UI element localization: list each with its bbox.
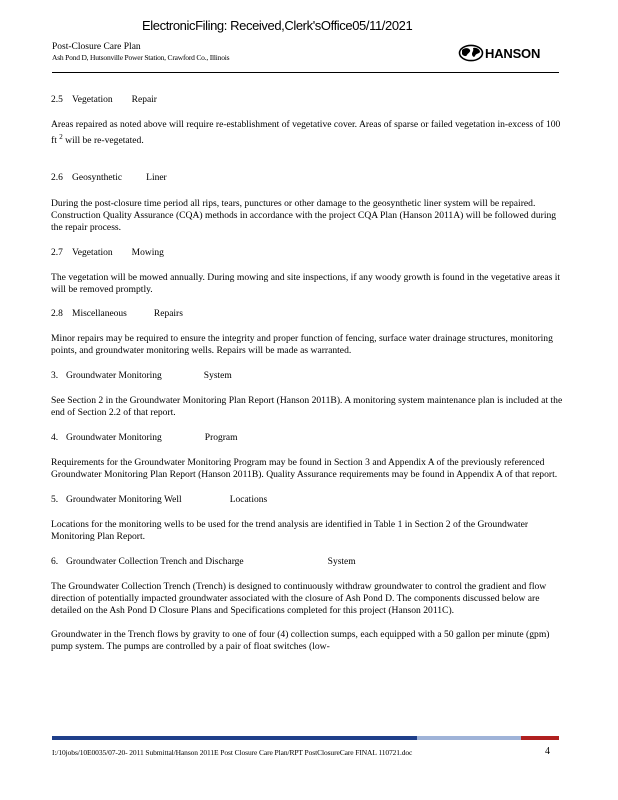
section-word: System [327,557,356,568]
section-word: Locations [229,495,268,506]
section-word: Repairs [153,309,183,320]
section-word: Groundwater Monitoring [66,433,162,444]
section-number: 3. [51,371,59,382]
section-paragraph: See Section 2 in the Groundwater Monitoring Plan Report (Hanson 2011B). A monitoring system maintenance plan is included at the end of Section 2.2 of that report. [51,395,563,419]
section-heading [51,171,563,185]
hanson-logo [458,42,554,64]
section-word: Vegetation [72,95,113,105]
section-number: 6. [51,557,59,568]
header-title: Post-Closure Care Plan [52,42,141,52]
section-heading [51,431,563,445]
section-word: Liner [146,173,167,184]
filing-stamp: ElectronicFiling: Received,Clerk'sOffice05/11/2021 [142,18,413,33]
footer-bar-light [417,736,521,740]
section-paragraph: During the post-closure time period all rips, tears, punctures or other damage to the geosynthetic liner system will be repaired. Construction Quality Assurance (CQA) methods in accordance with the project CQA Plan (Hanson 2011A) will be followed during the repair process. [51,198,557,234]
superscript: 2 [59,133,63,141]
section-word: Mowing [131,248,164,259]
section-number: 2.8 [51,309,63,320]
section-heading [51,493,563,507]
section-heading [51,93,563,107]
section-word: System [203,371,232,382]
footer-bar-dark [52,736,417,740]
section-heading [51,307,563,321]
section-heading [51,246,563,260]
section-word: Miscellaneous [72,309,127,320]
section-word: Groundwater Monitoring Well [66,495,182,506]
section-word: Vegetation [72,248,113,259]
section-paragraph: The vegetation will be mowed annually. During mowing and site inspections, if any woody growth is found in the vegetative areas it will be removed promptly. [51,272,561,296]
section-number: 2.5 [51,95,63,105]
footer-bar-red [521,736,559,740]
section-number: 2.7 [51,248,63,259]
section-paragraph: Groundwater in the Trench flows by gravity to one of four (4) collection sumps, each equipped with a 50 gallon per minute (gpm) pump system. The pumps are controlled by a pair of float switches (low- [51,629,550,653]
logo-text: HANSON [485,45,541,61]
section-paragraph: The Groundwater Collection Trench (Trench) is designed to continuously withdraw groundwater to control the gradient and flow direction of potentially impacted groundwater associated with the closure of Ash Pond D. The components discussed below are detailed on the Ash Pond D Closure Plans and Specifications completed for this project (Hanson 2011C). [51,581,547,617]
header-rule [52,72,559,73]
section-paragraph: Areas repaired as noted above will require re-establishment of vegetative cover. Areas of sparse or failed vegetation in-excess of 100 ft $^2$ will be re-vegetated. [51,119,561,147]
section-word: Groundwater Monitoring [66,371,162,382]
section-word: Groundwater Collection Trench and Discharge [66,557,244,568]
section-word: Program [204,433,238,444]
section-paragraph: Minor repairs may be required to ensure the integrity and proper function of fencing, surface water drainage structures, monitoring points, and groundwater monitoring wells. Repairs will be made as warranted. [51,333,553,357]
section-word: Repair [131,95,157,105]
section-paragraph: Locations for the monitoring wells to be used for the trend analysis are identified in Table 1 in Section 2 of the Groundwater Monitoring Plan Report. [51,519,529,543]
section-number: 4. [51,433,59,444]
page-number: 4 [545,746,550,757]
section-number: 2.6 [51,173,63,184]
section-heading [51,555,563,569]
globe-icon [458,44,484,62]
header-subtitle: Ash Pond D, Hutsonville Power Station, Crawford Co., Illinois [52,53,230,62]
document-body [51,93,563,653]
footer-file-path: I:/10jobs/10E0035/07-20- 2011 Submittal/Hanson 2011E Post Closure Care Plan/RPT PostClosureCare FINAL 110721.doc [52,748,413,757]
section-number: 5. [51,495,59,506]
section-word: Geosynthetic [72,173,123,184]
section-paragraph: Requirements for the Groundwater Monitoring Program may be found in Section 3 and Appendix A of the previously referenced Groundwater Monitoring Plan Report (Hanson 2011B). Quality Assurance requirements may be found in Appendix A of that report. [51,457,558,481]
section-heading [51,369,563,383]
